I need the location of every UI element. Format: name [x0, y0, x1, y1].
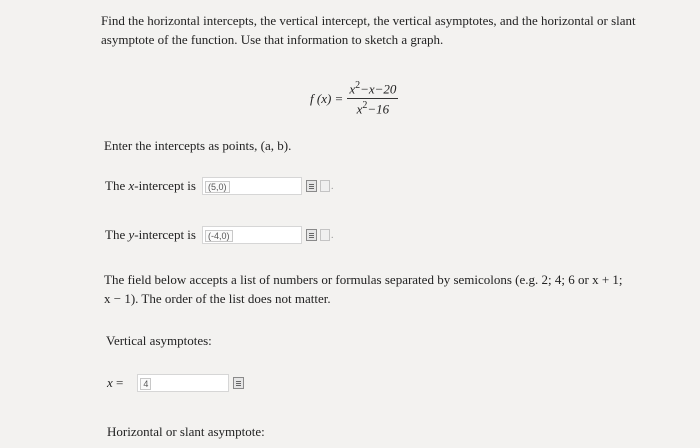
preview-icon[interactable]	[320, 229, 330, 241]
preview-icon[interactable]	[320, 180, 330, 192]
y-intercept-value: (-4,0)	[205, 230, 233, 242]
function-formula	[310, 80, 398, 118]
vertical-asymptotes-label: Vertical asymptotes:	[106, 333, 212, 348]
formula-numerator: $x^2-x-20$	[347, 80, 398, 99]
status-dot: .	[330, 180, 334, 192]
instructions-text: Find the horizontal intercepts, the vertical intercept, the vertical asymptotes, and the horizontal or slant asymptote of the function. Use that information to sketch a graph.	[101, 13, 636, 47]
equation-editor-icon[interactable]	[306, 180, 317, 192]
status-dot: .	[330, 229, 334, 241]
formula-fraction	[347, 80, 398, 118]
horizontal-asymptote-label: Horizontal or slant asymptote:	[107, 424, 265, 439]
equation-editor-icon[interactable]	[233, 377, 244, 389]
vertical-asymptote-input[interactable]	[137, 374, 229, 392]
y-intercept-label: The y-intercept is	[105, 227, 196, 242]
vertical-asymptote-value: 4	[140, 378, 151, 390]
x-intercept-label: The x-intercept is	[105, 178, 196, 193]
y-intercept-input[interactable]	[202, 226, 302, 244]
formula-denominator: $x^2-16$	[356, 100, 390, 117]
x-intercept-input[interactable]	[202, 177, 302, 195]
vertical-asymptote-row	[107, 374, 244, 392]
enter-prompt: Enter the intercepts as points, (a, b).	[104, 138, 292, 153]
y-intercept-row	[105, 226, 333, 244]
x-intercept-row	[105, 177, 333, 195]
list-instructions: The field below accepts a list of numbers or formulas separated by semicolons (e.g. 2; 4; 6 or x + 1; x − 1). The order of the list does not matter.	[104, 272, 623, 306]
equation-editor-icon[interactable]	[306, 229, 317, 241]
vertical-asymptote-eq: x =	[107, 375, 124, 390]
formula-lhs: f (x) =	[310, 90, 344, 106]
x-intercept-value: (5,0)	[205, 181, 230, 193]
